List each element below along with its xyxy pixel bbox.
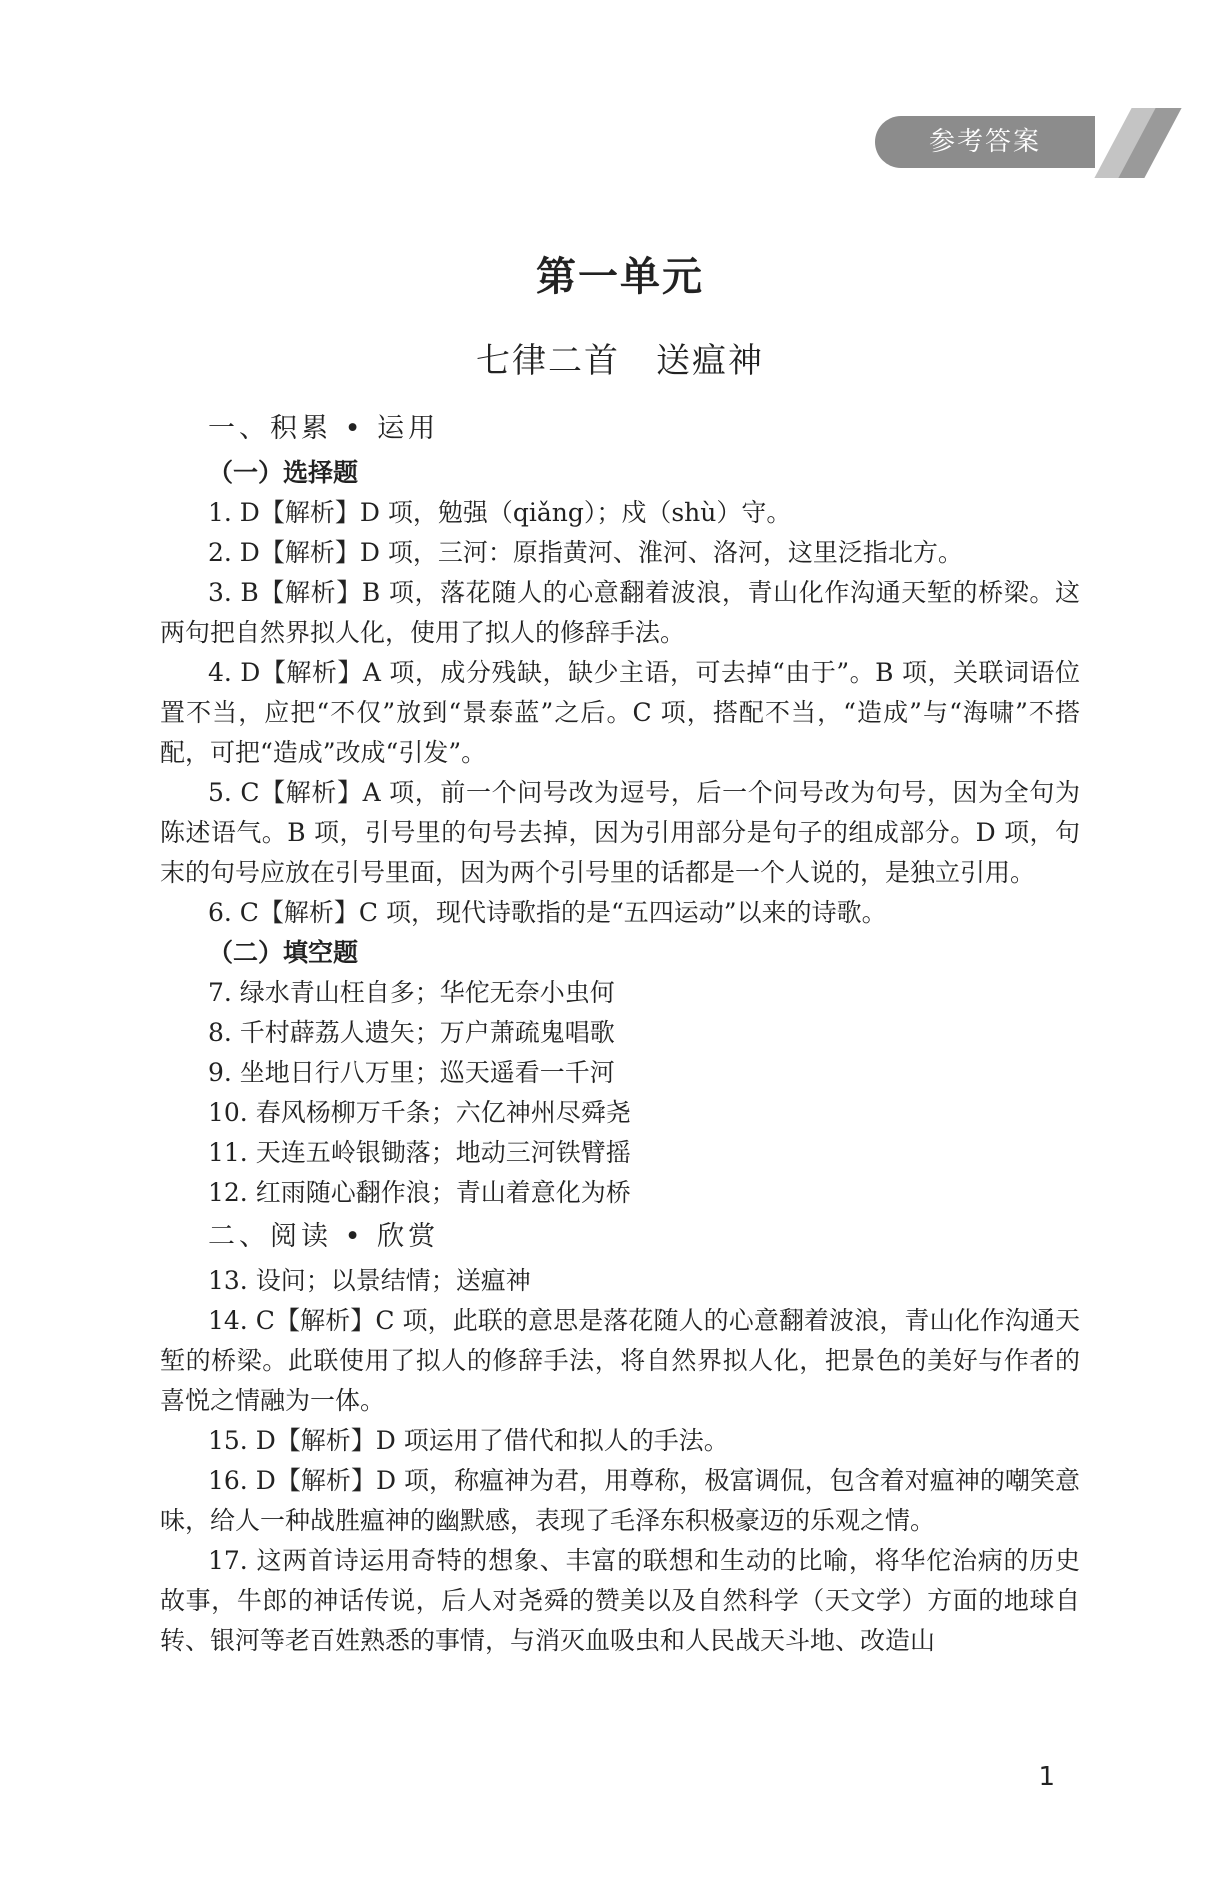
unit-title: 第一单元 [536, 254, 704, 300]
answer-item: 12. 红雨随心翻作浪；青山着意化为桥 [208, 1178, 631, 1207]
page-number: 1 [1038, 1762, 1055, 1792]
answer-item: 7. 绿水青山枉自多；华佗无奈小虫何 [208, 978, 615, 1007]
answer-item: 13. 设问；以景结情；送瘟神 [208, 1266, 531, 1295]
section-heading: 二、阅读 • 欣赏 [208, 1221, 440, 1252]
answer-item: 4. D【解析】A 项，成分残缺，缺少主语，可去掉“由于”。B 项，关联词语位置不当，应把“不仅”放到“景泰蓝”之后。C 项，搭配不当，“造成”与“海啸”不搭配，可把“造成”改成“引发”。 [160, 658, 1080, 767]
answer-item: 11. 天连五岭银锄落；地动三河铁臂摇 [208, 1138, 631, 1167]
answer-item: 6. C【解析】C 项，现代诗歌指的是“五四运动”以来的诗歌。 [208, 898, 887, 927]
answer-item: 5. C【解析】A 项，前一个问号改为逗号，后一个问号改为句号，因为全句为陈述语气。B 项，引号里的句号去掉，因为引用部分是句子的组成部分。D 项，句末的句号应放在引号里面，因为两个引号里的话都是一个人说的，是独立引用。 [160, 778, 1080, 887]
answer-item: 16. D【解析】D 项，称瘟神为君，用尊称，极富调侃，包含着对瘟神的嘲笑意味，给人一种战胜瘟神的幽默感，表现了毛泽东积极豪迈的乐观之情。 [160, 1466, 1080, 1535]
answer-item: 8. 千村薜荔人遗矢；万户萧疏鬼唱歌 [208, 1018, 615, 1047]
answer-item: 2. D【解析】D 项，三河：原指黄河、淮河、洛河，这里泛指北方。 [208, 538, 963, 567]
lesson-title: 七律二首 送瘟神 [476, 341, 764, 381]
answer-item: 15. D【解析】D 项运用了借代和拟人的手法。 [208, 1426, 729, 1455]
subsection-heading: （一）选择题 [208, 458, 359, 487]
section-heading: 一、积累 • 运用 [208, 413, 440, 444]
subsection-heading: （二）填空题 [208, 938, 359, 967]
answer-item: 9. 坐地日行八万里；巡天遥看一千河 [208, 1058, 615, 1087]
answer-item: 14. C【解析】C 项，此联的意思是落花随人的心意翻着波浪，青山化作沟通天堑的桥梁。此联使用了拟人的修辞手法，将自然界拟人化，把景色的美好与作者的喜悦之情融为一体。 [160, 1306, 1080, 1415]
answer-item: 17. 这两首诗运用奇特的想象、丰富的联想和生动的比喻，将华佗治病的历史故事，牛郎的神话传说，后人对尧舜的赞美以及自然科学（天文学）方面的地球自转、银河等老百姓熟悉的事情，与消灭血吸虫和人民战天斗地、改造山 [160, 1546, 1080, 1655]
answer-item: 3. B【解析】B 项，落花随人的心意翻着波浪，青山化作沟通天堑的桥梁。这两句把自然界拟人化，使用了拟人的修辞手法。 [160, 578, 1080, 647]
answer-tab-header [875, 108, 1165, 178]
answer-item: 1. D【解析】D 项，勉强（qiǎng）；戍（shù）守。 [208, 498, 792, 527]
answer-body [160, 405, 1080, 1661]
answer-tab-label: 参考答案 [875, 116, 1095, 168]
answer-item: 10. 春风杨柳万千条；六亿神州尽舜尧 [208, 1098, 631, 1127]
